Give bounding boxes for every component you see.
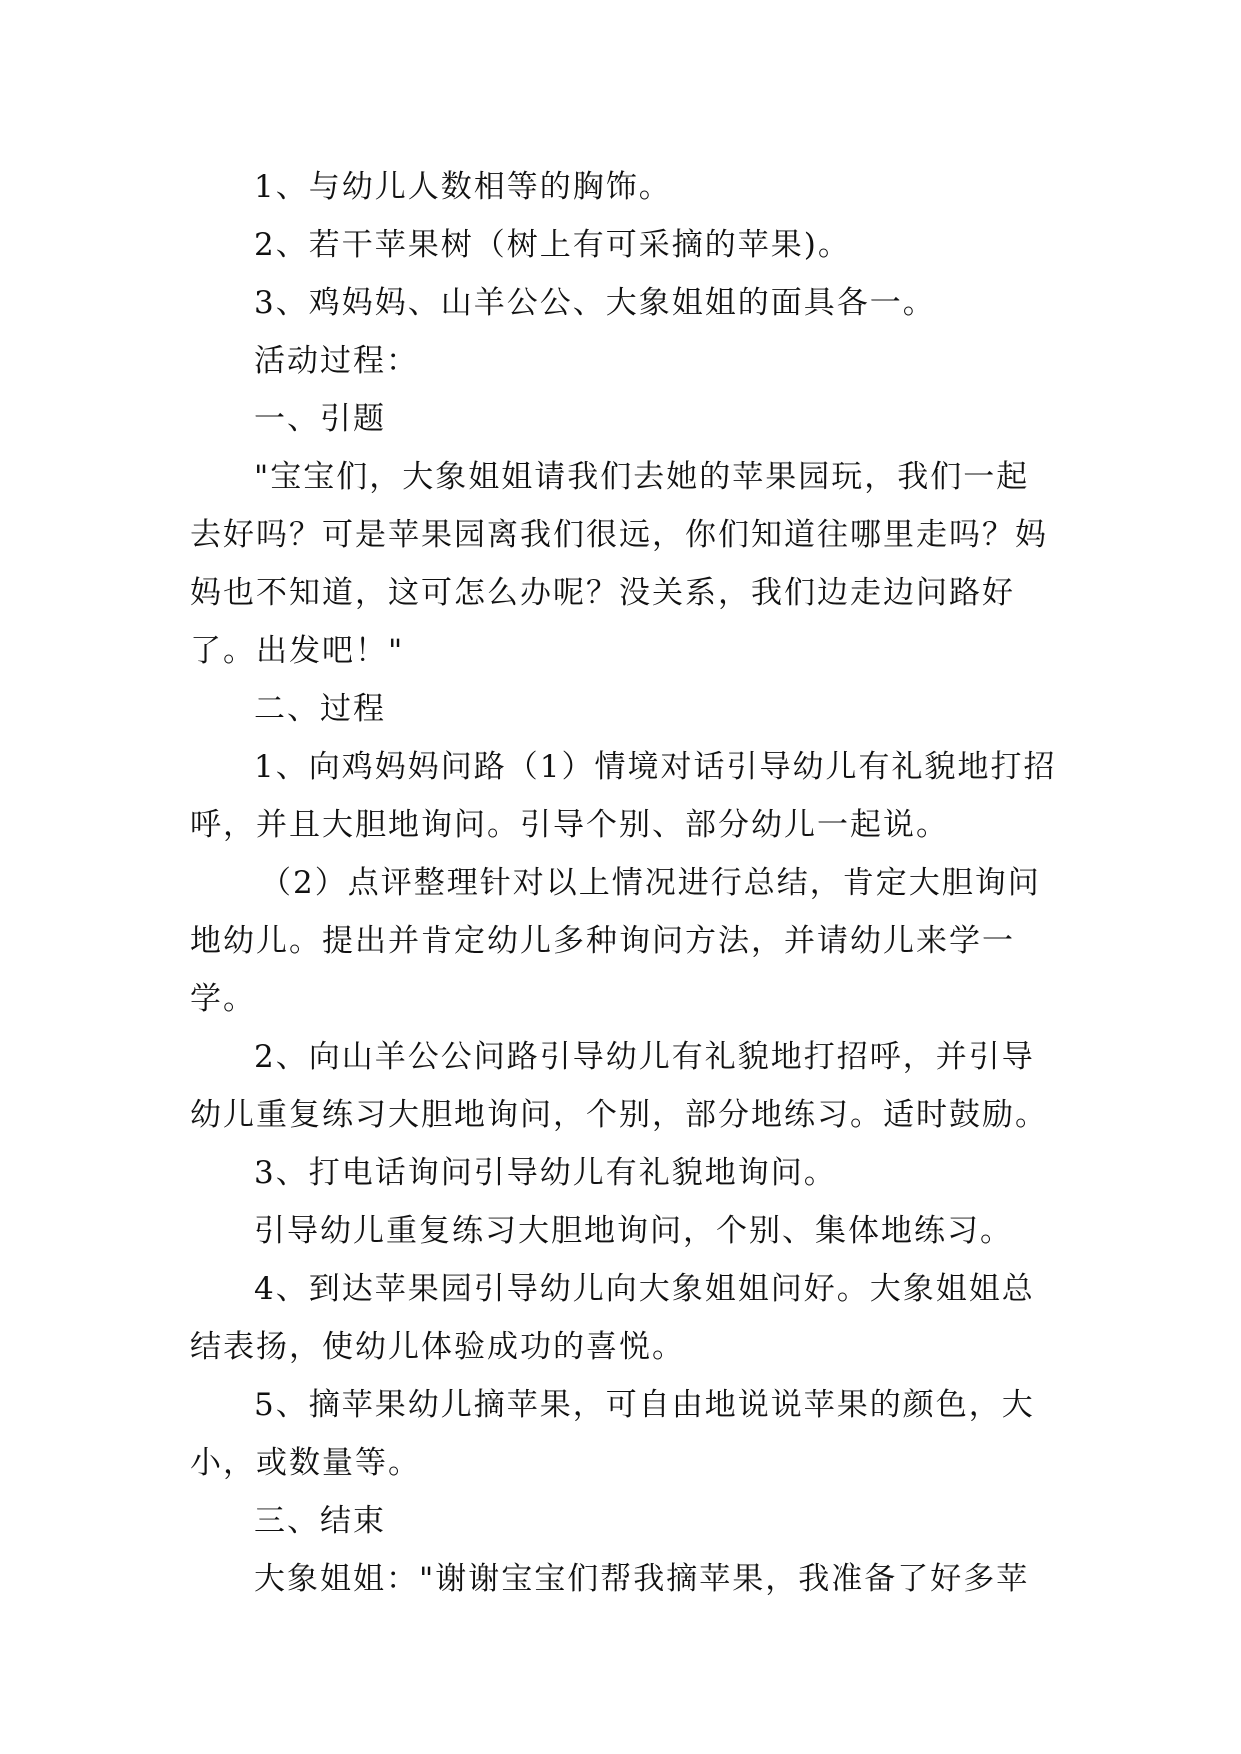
material-item-1: 1、与幼儿人数相等的胸饰。 xyxy=(254,169,672,205)
section-heading-activity-process: 活动过程： xyxy=(254,343,419,379)
process-step-3: 3、打电话询问引导幼儿有礼貌地询问。 xyxy=(254,1155,837,1191)
document-body xyxy=(190,158,1060,1608)
material-item-2: 2、若干苹果树（树上有可采摘的苹果)。 xyxy=(254,227,851,263)
process-step-5: 5、摘苹果幼儿摘苹果，可自由地说说苹果的颜色，大小，或数量等。 xyxy=(190,1387,1035,1481)
section-heading-introduction: 一、引题 xyxy=(254,401,386,437)
process-step-3-practice: 引导幼儿重复练习大胆地询问，个别、集体地练习。 xyxy=(254,1213,1013,1249)
process-step-2: 2、向山羊公公问路引导幼儿有礼貌地打招呼，并引导幼儿重复练习大胆地询问，个别，部分地练习。适时鼓励。 xyxy=(190,1039,1048,1133)
section-heading-process: 二、过程 xyxy=(254,691,386,727)
process-step-1: 1、向鸡妈妈问路（1）情境对话引导幼儿有礼貌地打招呼，并且大胆地询问。引导个别、部分幼儿一起说。 xyxy=(190,749,1057,843)
material-item-3: 3、鸡妈妈、山羊公公、大象姐姐的面具各一。 xyxy=(254,285,936,321)
process-step-4: 4、到达苹果园引导幼儿向大象姐姐问好。大象姐姐总结表扬，使幼儿体验成功的喜悦。 xyxy=(190,1271,1035,1365)
process-step-1-part-2: （2）点评整理针对以上情况进行总结，肯定大胆询问地幼儿。提出并肯定幼儿多种询问方法，并请幼儿来学一学。 xyxy=(190,865,1041,1017)
ending-paragraph: 大象姐姐："谢谢宝宝们帮我摘苹果，我准备了好多苹 xyxy=(254,1561,1030,1597)
section-heading-ending: 三、结束 xyxy=(254,1503,386,1539)
introduction-paragraph: "宝宝们，大象姐姐请我们去她的苹果园玩，我们一起去好吗？可是苹果园离我们很远，你们知道往哪里走吗？妈妈也不知道，这可怎么办呢？没关系，我们边走边问路好了。出发吧！" xyxy=(190,459,1048,669)
